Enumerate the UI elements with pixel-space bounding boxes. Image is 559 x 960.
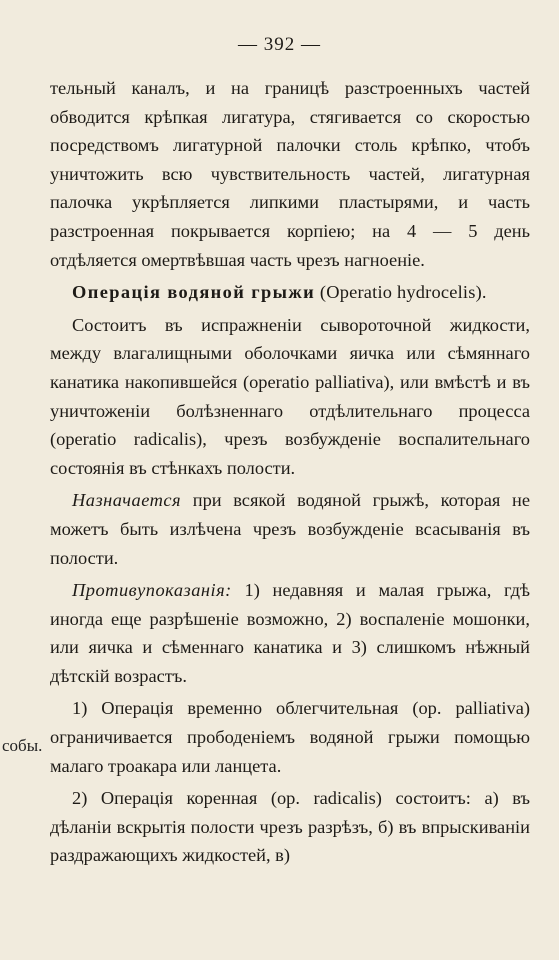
paragraph-ligature-continuation xyxy=(50,74,530,274)
paragraph-palliative-operation xyxy=(50,694,530,780)
paragraph-contraindications xyxy=(50,576,530,690)
section-heading-latin: (Operatio hydrocelis). xyxy=(315,282,487,303)
section-heading-hydrocele xyxy=(50,278,530,307)
paragraph-text: тельный каналъ, и на границѣ разстроенныхъ частей обводится крѣпкая лигатура, стягивается со скоростью посредствомъ лигатурной палочки столь крѣпко, чтобъ уничтожить всю чувствительность частей, лигатурная палочка укрѣпляется липкими пластырями, и часть разстроенная покрывается корпіею; на 4 — 5 день отдѣляется омертвѣвшая часть чрезъ нагноеніе. xyxy=(50,78,530,270)
paragraph-radical-operation xyxy=(50,784,530,870)
body-text xyxy=(50,74,530,870)
paragraph-text: при всякой водяной грыжѣ, которая не можетъ быть излѣчена чрезъ возбужденіе всасыванія въ полости. xyxy=(50,490,530,568)
paragraph-lead-italic: Противупоказанія: xyxy=(72,580,232,601)
paragraph-text: Состоитъ въ испражненіи сывороточной жидкости, между влагалищными оболочками яичка или сѣмяннаго канатика накопившейся (operatio palliativa), или вмѣстѣ и въ уничтоженіи болѣзненнаго отдѣлительнаго процесса (operatio radicalis), чрезъ возбужденіе воспалительнаго состоянія въ стѣнкахъ полости. xyxy=(50,314,530,478)
paragraph-text: 1) недавняя и малая грыжа, гдѣ иногда еще разрѣшеніе возможно, 2) воспаленіе мошонки, или яичка и сѣменнаго канатика и 3) слишкомъ нѣжный дѣтскій возрастъ. xyxy=(50,580,530,686)
paragraph-definition xyxy=(50,311,530,483)
page-number: — 392 — xyxy=(238,34,321,55)
paragraph-text: 1) Операція временно облегчительная (op. palliativa) ограничивается прободеніемъ водяной грыжи помощью малаго троакара или ланцета. xyxy=(50,698,530,776)
section-heading-text: Операція водяной грыжи xyxy=(72,282,316,303)
paragraph-indications xyxy=(50,486,530,572)
margin-note: собы. xyxy=(2,736,43,755)
paragraph-text: 2) Операція коренная (op. radicalis) состоитъ: а) въ дѣланіи вскрытія полости чрезъ разрѣзъ, б) въ впрыскиваніи раздражающихъ жидкостей, в) xyxy=(50,788,530,866)
paragraph-lead-italic: Назначается xyxy=(72,490,182,511)
